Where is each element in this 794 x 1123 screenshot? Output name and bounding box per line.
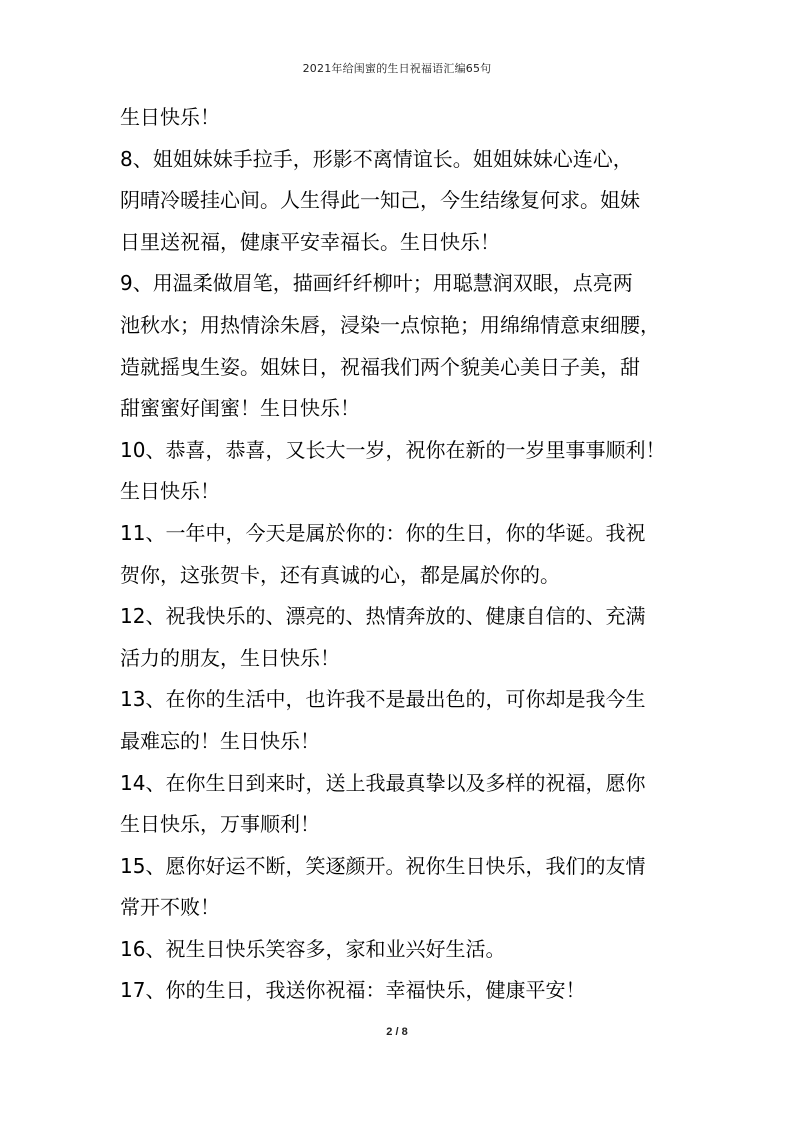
text-line: 活力的朋友，生日快乐！	[120, 645, 340, 670]
text-line: 13、在你的生活中，也许我不是最出色的，可你却是我今生	[120, 687, 646, 712]
text-line: 阴晴冷暖挂心间。人生得此一知己，今生结缘复何求。姐妹	[120, 188, 640, 213]
text-line: 日里送祝福，健康平安幸福长。生日快乐！	[120, 229, 500, 254]
text-line: 甜蜜蜜好闺蜜！生日快乐！	[120, 396, 360, 421]
text-line: 10、恭喜，恭喜，又长大一岁，祝你在新的一岁里事事顺利！	[120, 437, 666, 462]
text-line: 生日快乐，万事顺利！	[120, 812, 320, 837]
text-line: 17、你的生日，我送你祝福：幸福快乐，健康平安！	[120, 978, 586, 1003]
page-number: 2 / 8	[386, 1026, 408, 1038]
text-line: 造就摇曳生姿。姐妹日，祝福我们两个貌美心美日子美，甜	[120, 354, 640, 379]
text-line: 9、用温柔做眉笔，描画纤纤柳叶；用聪慧润双眼，点亮两	[120, 271, 633, 296]
text-line: 贺你，这张贺卡，还有真诚的心，都是属於你的。	[120, 562, 560, 587]
text-line: 最难忘的！生日快乐！	[120, 728, 320, 753]
page-header: 2021年给闺蜜的生日祝福语汇编65句	[302, 62, 492, 75]
document-body	[120, 97, 676, 1012]
text-line: 11、一年中，今天是属於你的：你的生日，你的华诞。我祝	[120, 520, 646, 545]
text-line: 16、祝生日快乐笑容多，家和业兴好生活。	[120, 936, 506, 961]
text-line: 生日快乐！	[120, 479, 220, 504]
text-line: 8、姐姐妹妹手拉手，形影不离情谊长。姐姐妹妹心连心，	[120, 146, 633, 171]
text-line: 常开不败！	[120, 895, 220, 920]
text-line: 池秋水；用热情涂朱唇，浸染一点惊艳；用绵绵情意束细腰，	[120, 312, 660, 337]
text-line: 生日快乐！	[120, 105, 220, 129]
text-line: 15、愿你好运不断，笑逐颜开。祝你生日快乐，我们的友情	[120, 853, 646, 878]
text-line: 12、祝我快乐的、漂亮的、热情奔放的、健康自信的、充满	[120, 604, 646, 629]
text-line: 14、在你生日到来时，送上我最真挚以及多样的祝福，愿你	[120, 770, 646, 795]
